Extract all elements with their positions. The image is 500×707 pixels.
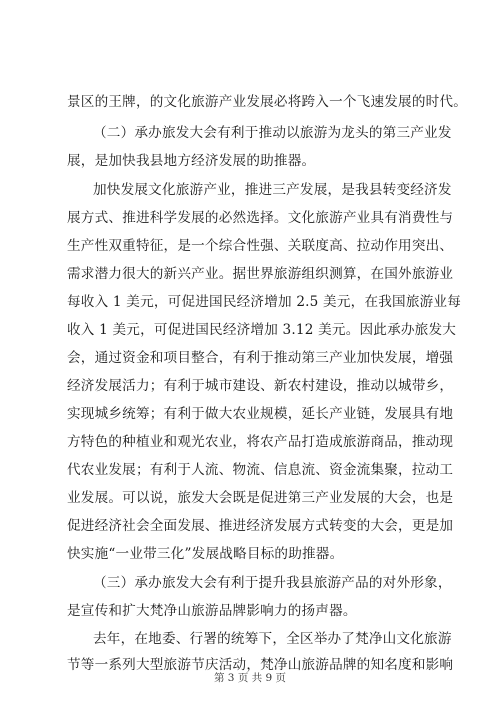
body-text-line: 方特色的种植业和观光农业，将农产品打造成旅游商品，推动现 (67, 434, 454, 450)
body-text-line: 生产性双重特征，是一个综合性强、关联度高、拉动作用突出、 (67, 238, 454, 254)
section-heading-line: 展，是加快我县地方经济发展的助推器。 (67, 153, 316, 169)
body-text-line: 每收入 1 美元，可促进国民经济增加 2.5 美元，在我国旅游业每 (67, 294, 461, 310)
body-text-line: 展方式、推进科学发展的必然选择。文化旅游产业具有消费性与 (67, 210, 454, 226)
section-heading-line: 是宣传和扩大梵净山旅游品牌影响力的扬声器。 (67, 603, 357, 619)
body-text-line: 代农业发展；有利于人流、物流、信息流、资金流集聚，拉动工 (67, 462, 454, 478)
body-text-line: 实现城乡统筹；有利于做大农业规模，延长产业链，发展具有地 (67, 406, 454, 422)
section-heading-line: （三）承办旅发大会有利于提升我县旅游产品的对外形象， (93, 575, 452, 591)
body-text-line: 去年，在地委、行署的统筹下，全区举办了梵净山文化旅游 (93, 631, 452, 647)
body-text-line: 需求潜力很大的新兴产业。据世界旅游组织测算，在国外旅游业 (67, 266, 454, 282)
body-text-line: 景区的王牌，的文化旅游产业发展必将跨入一个飞速发展的时代。 (67, 94, 468, 110)
body-text-line: 节等一系列大型旅游节庆活动，梵净山旅游品牌的知名度和影响 (67, 657, 454, 673)
body-text-line: 促进经济社会全面发展、推进经济发展方式转变的大会，更是加 (67, 518, 454, 534)
body-text-line: 收入 1 美元，可促进国民经济增加 3.12 美元。因此承办旅发大 (67, 322, 457, 338)
body-text-line: 会，通过资金和项目整合，有利于推动第三产业加快发展，增强 (67, 350, 454, 366)
body-text-line: 加快发展文化旅游产业，推进三产发展，是我县转变经济发 (93, 182, 452, 198)
page-number-footer: 第 3 页 共 9 页 (213, 672, 287, 684)
body-text-line: 经济发展活力；有利于城市建设、新农村建设，推动以城带乡， (67, 378, 454, 394)
body-text-line: 业发展。可以说，旅发大会既是促进第三产业发展的大会，也是 (67, 490, 454, 506)
body-text-line: 快实施“一业带三化”发展战略目标的助推器。 (67, 546, 344, 562)
section-heading-line: （二）承办旅发大会有利于推动以旅游为龙头的第三产业发 (93, 125, 452, 141)
